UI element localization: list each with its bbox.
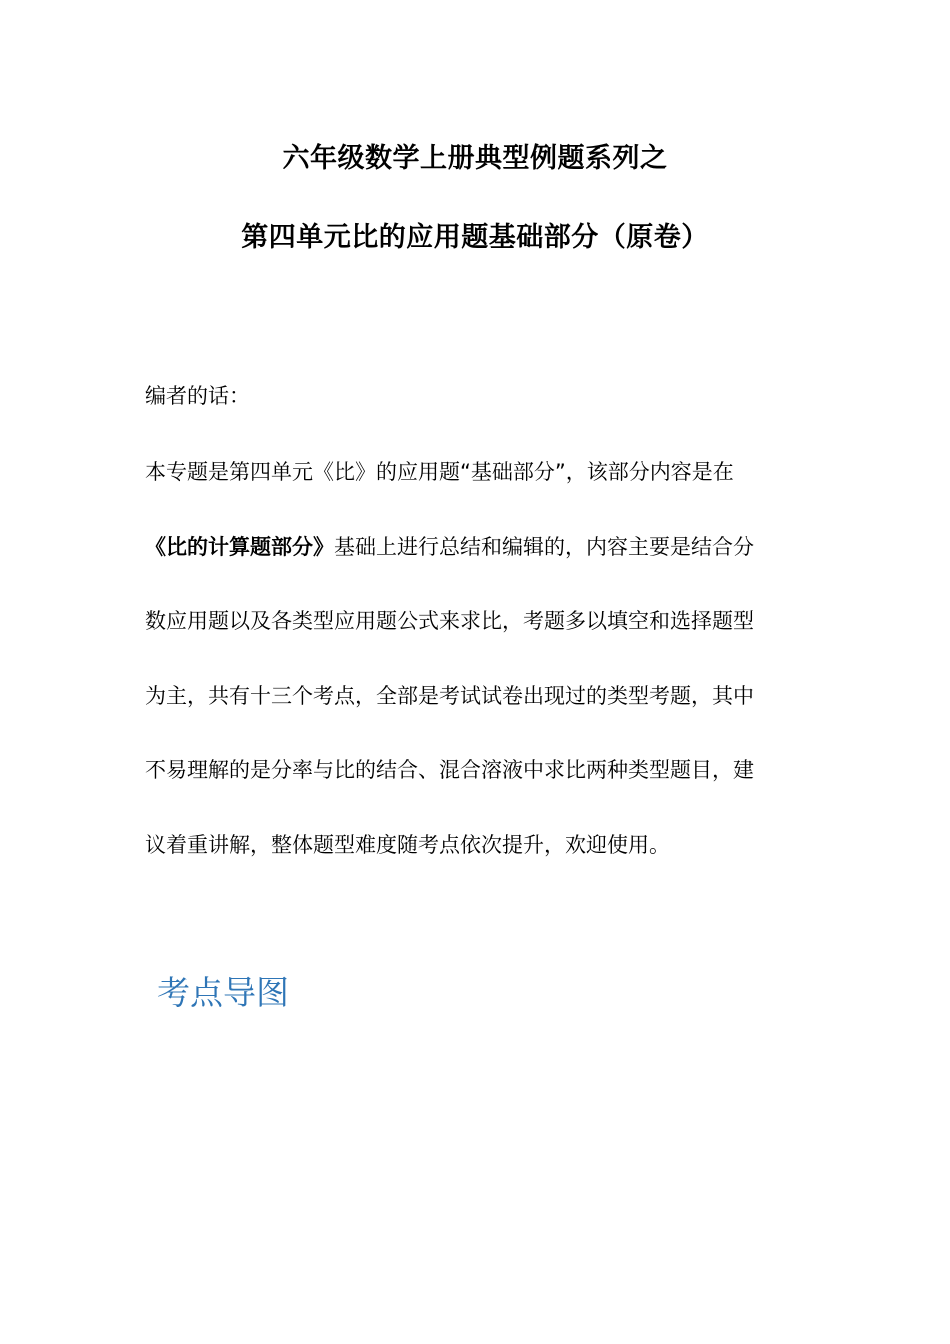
paragraph-line-1: 本专题是第四单元《比》的应用题“基础部分”，该部分内容是在 bbox=[145, 460, 734, 484]
editor-note-paragraph bbox=[145, 452, 795, 899]
editor-note-label: 编者的话： bbox=[145, 384, 250, 408]
paragraph-line-6: 议着重讲解，整体题型难度随考点依次提升，欢迎使用。 bbox=[145, 832, 670, 857]
document-title-line-1: 六年级数学上册典型例题系列之 bbox=[282, 143, 668, 174]
document-title-line-2: 第四单元比的应用题基础部分（原卷） bbox=[241, 222, 709, 253]
paragraph-line-5: 不易理解的是分率与比的结合、混合溶液中求比两种类型题目，建 bbox=[145, 758, 754, 782]
bold-reference-title: 《比的计算题部分》 bbox=[145, 534, 334, 559]
paragraph-line-2 bbox=[145, 527, 795, 602]
paragraph-line-4: 为主，共有十三个考点，全部是考试试卷出现过的类型考题，其中 bbox=[145, 683, 754, 708]
paragraph-line-3: 数应用题以及各类型应用题公式来求比，考题多以填空和选择题型 bbox=[145, 609, 754, 633]
paragraph-line-2-rest: 基础上进行总结和编辑的，内容主要是结合分 bbox=[334, 534, 754, 559]
section-heading-topic-map: 考点导图 bbox=[157, 973, 289, 1012]
